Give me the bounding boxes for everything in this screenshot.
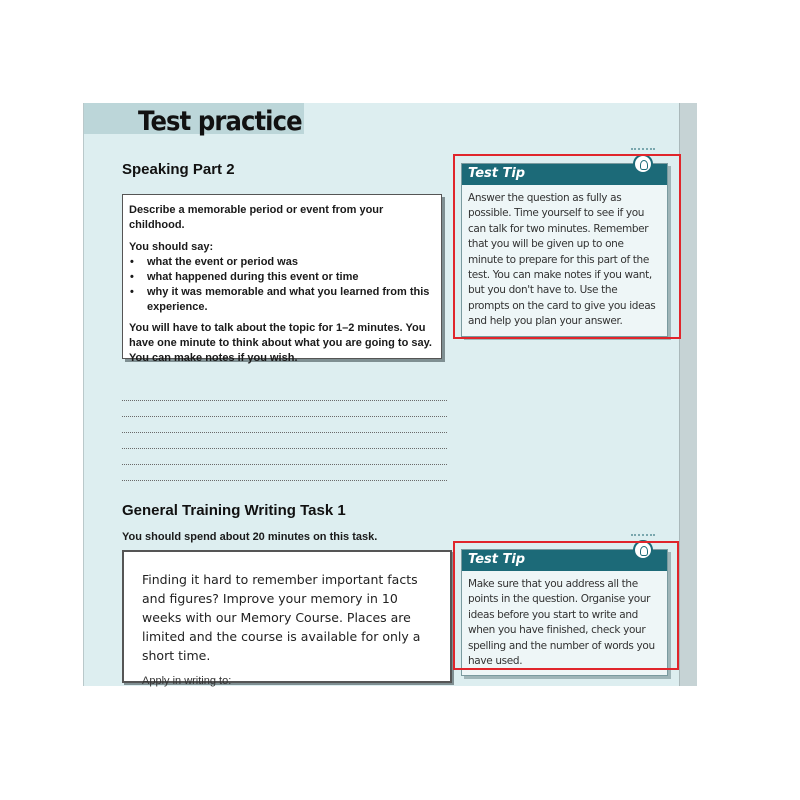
writing-instruction: You should spend about 20 minutes on this task. xyxy=(122,531,378,543)
writing-prompt-box xyxy=(122,550,452,687)
test-tip-text: Make sure that you address all the points in the question. Organise your ideas before you start to write and when you have finished, check your spelling and the number of words you have used. xyxy=(468,578,655,668)
cue-card-bullet: • why it was memorable and what you learned from this experience. xyxy=(147,285,434,315)
speaking-cue-card xyxy=(122,194,442,364)
highlight-box-speaking-tip xyxy=(453,154,681,339)
test-tip-title: Test Tip xyxy=(468,166,526,181)
apply-text: Apply in writing to: xyxy=(142,675,232,687)
page-edge-strip xyxy=(679,103,697,686)
speaking-heading xyxy=(122,161,235,178)
page-title: Test practice xyxy=(138,106,302,137)
notes-line xyxy=(122,417,447,433)
cue-card-bullets xyxy=(129,255,434,315)
cue-card-closing: You will have to talk about the topic for 1–2 minutes. You have one minute to think about what you are going to say. You can make notes if you wish. xyxy=(129,322,432,364)
cue-card-lead: You should say: xyxy=(129,241,214,253)
notes-line xyxy=(122,433,447,449)
test-tip-text: Answer the question as fully as possible. Time yourself to see if you can talk for two minutes. Remember that you will be given up to one minute to prepare for this part of the test. You can make notes if you want, but you don't have to. Use the prompts on the card to give you ideas and help you plan your answer. xyxy=(468,192,656,328)
speaking-heading-bold: Speaking xyxy=(122,161,189,178)
advert-text: Finding it hard to remember important facts and figures? Improve your memory in 10 weeks with our Memory Course. Places are limited and the course is available for only a short time. xyxy=(142,572,421,663)
notes-line xyxy=(122,449,447,465)
notes-lines xyxy=(122,385,447,481)
writing-heading xyxy=(122,502,346,519)
writing-heading-task: Writing Task 1 xyxy=(240,502,346,519)
cue-card-bullet: • what the event or period was xyxy=(147,255,434,270)
writing-heading-bold: General Training xyxy=(122,502,241,519)
notes-line xyxy=(122,465,447,481)
notes-line xyxy=(122,401,447,417)
test-tip-title: Test Tip xyxy=(468,552,526,567)
cue-card-bullet: • what happened during this event or time xyxy=(147,270,434,285)
cue-card-intro: Describe a memorable period or event from your childhood. xyxy=(129,204,384,231)
speaking-heading-part: Part 2 xyxy=(188,161,235,178)
highlight-box-writing-tip xyxy=(453,541,679,670)
notes-line xyxy=(122,385,447,401)
